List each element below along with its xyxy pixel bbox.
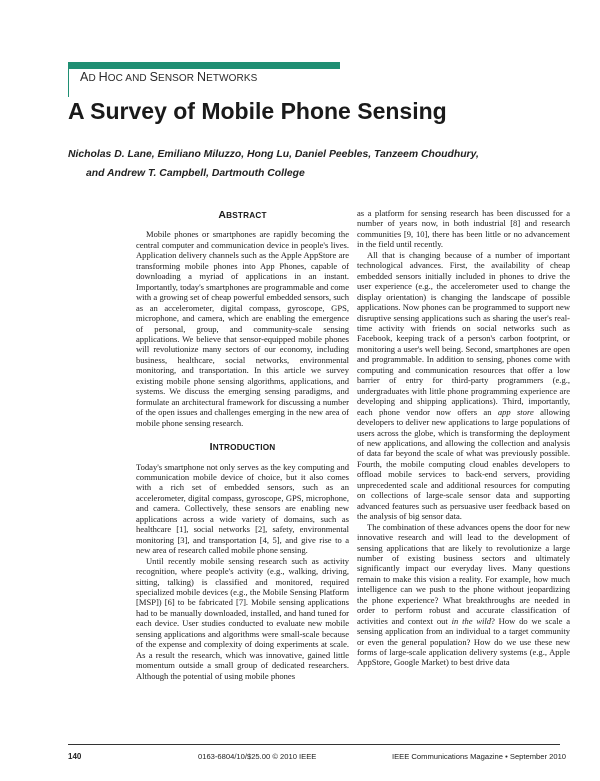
- page-number: 140: [68, 752, 82, 761]
- footer-rule: [68, 744, 560, 745]
- copyright-notice: 0163-6804/10/$25.00 © 2010 IEEE: [198, 752, 317, 761]
- right-paragraph-1: as a platform for sensing research has been discussed for a number of years now, in both industrial [8] and research communities [9, 10], there has been little or no advancement in the field until recently.: [357, 208, 570, 250]
- right-paragraph-2: All that is changing because of a number of important technological advances. First, the availability of cheap embedded sensors initially included in phones to drive the user experience (e.g., the accelerometer used to change the display orientation) is changing the landscape of possible applications. Now phones can be programmed to support new disruptive sensing applications such as sharing the user's real-time activity with friends on social networks such as Facebook, keeping track of a person's carbon footprint, or monitoring a user's well being. Second, smartphones are open and programmable. In addition to sensing, phones come with computing and communication resources that offer a low barrier of entry for third-party programmers (e.g., undergraduates with little phone programming experience are developing and shipping applications). Third, importantly, each phone vendor now offers an app store allowing developers to deliver new applications to large populations of users across the globe, which is transforming the deployment of new applications, and allowing the collection and analysis of data far beyond the scale of what was previously possible. Fourth, the mobile computing cloud enables developers to offload mobile services to back-end servers, providing unprecedented scale and additional resources for computing on collections of large-scale sensor data and supporting advanced features such as persuasive user feedback based on the analysis of big sensor data.: [357, 249, 571, 522]
- abstract-text: Mobile phones or smartphones are rapidly becoming the central computer and communication device in people's lives. Application delivery channels such as the Apple AppStore are transforming mobile phones into App Phones, capable of downloading a myriad of applications in an instant. Importantly, today's smartphones are programmable and come with a growing set of cheap powerful embedded sensors, such as an accelerometer, digital compass, gyroscope, GPS, microphone, and camera, which are enabling the emergence of personal, group, and community-scale sensing applications. We believe that sensor-equipped mobile phones will revolutionize many sectors of our economy, including business, healthcare, social networks, environmental monitoring, and transportation. In this article we survey existing mobile phone sensing algorithms, applications, and systems. We discuss the emerging sensing paradigms, and formulate an architectural framework for discussing a number of the open issues and challenges emerging in the new area of mobile phone sensing research.: [136, 229, 349, 428]
- section-band: [68, 62, 340, 69]
- author-list: [68, 145, 479, 183]
- right-paragraph-3: The combination of these advances opens the door for new innovative research and will lead to the development of sensing applications that are likely to revolutionize a large number of existing business sectors and ultimately significantly impact our everyday lives. Many questions remain to make this vision a reality. For example, how much intelligence can we push to the phone without jeopardizing the phone experience? What breakthroughs are needed in order to perform robust and accurate classification of activities and context out in the wild? How do we scale a sensing application from an individual to a target community or even the general population? How do we use these new forms of large-scale application delivery systems (e.g., Apple AppStore, Google Market) to best drive data: [357, 521, 570, 668]
- section-label: AD HOC AND SENSOR NETWORKS: [80, 70, 258, 84]
- article-title: A Survey of Mobile Phone Sensing: [68, 98, 447, 124]
- author-line-2: and Andrew T. Campbell, Dartmouth College: [86, 168, 305, 179]
- introduction-heading: INTRODUCTION: [209, 441, 276, 454]
- magazine-issue: IEEE Communications Magazine • September 2010: [392, 752, 567, 761]
- left-column: [136, 208, 349, 681]
- section-rule: [68, 69, 69, 97]
- intro-paragraph-1: Today's smartphone not only serves as the key computing and communication mobile device of choice, but it also comes with a rich set of embedded sensors, such as an accelerometer, digital compass, gyroscope, GPS, microphone, and camera. Collectively, these sensors are enabling new applications across a wide variety of domains, such as healthcare [1], social networks [2], safety, environmental monitoring [3], and transportation [4, 5], and give rise to a new area of research called mobile phone sensing.: [136, 461, 349, 556]
- right-column: [357, 208, 570, 668]
- abstract-heading: ABSTRACT: [218, 209, 267, 221]
- author-line-1: Nicholas D. Lane, Emiliano Miluzzo, Hong Lu, Daniel Peebles, Tanzeem Choudhury,: [68, 149, 479, 160]
- intro-paragraph-2: Until recently mobile sensing research such as activity recognition, where people's activity (e.g., walking, driving, sitting, talking) is classified and monitored, required specialized mobile devices (e.g., the Mobile Sensing Platform [MSP]) [6] to be fabricated [7]. Mobile sensing applications had to be manually downloaded, installed, and hand tuned for each device. User studies conducted to evaluate new mobile sensing applications and algorithms were small-scale because of the expense and complexity of doing experiments at scale. As a result the research, which was innovative, gained little momentum outside a small group of dedicated researchers. Although the potential of using mobile phones: [136, 555, 349, 681]
